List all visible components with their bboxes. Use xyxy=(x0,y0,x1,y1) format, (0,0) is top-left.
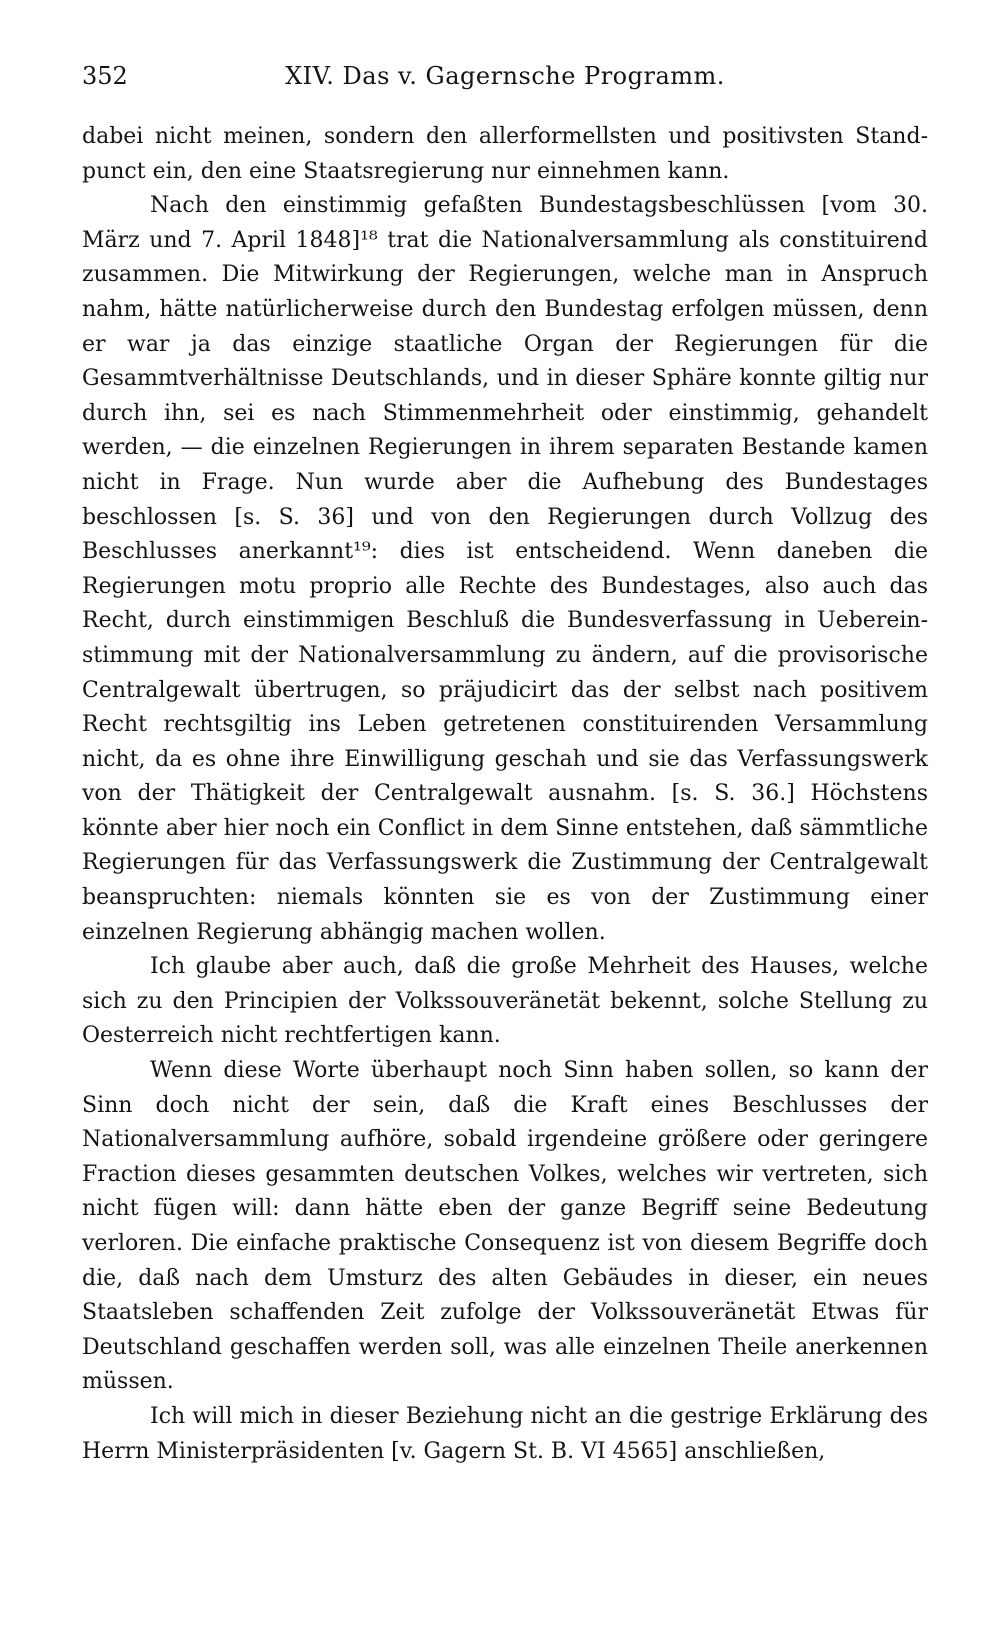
paragraph: dabei nicht meinen, sondern den allerformellsten und positivsten Standpunct ein, den eine Staatsregierung nur einnehmen kann. xyxy=(82,124,928,184)
paragraph: Wenn diese Worte überhaupt noch Sinn haben sollen, so kann der Sinn doch nicht der sein, daß die Kraft eines Beschlusses der Nationalversammlung aufhöre, sobald irgendeine größere oder geringere Fraction dieses gesammten deutschen Volkes, welches wir vertreten, sich nicht fügen will: dann hätte eben der ganze Begriff seine Bedeutung verloren. Die einfache praktische Consequenz ist von diesem Begriffe doch die, daß nach dem Umsturz des alten Gebäudes in dieser, ein neues Staatsleben schaffenden Zeit zufolge der Volkssouveränetät Etwas für Deutschland geschaffen werden soll, was alle einzelnen Theile anerkennen müssen. xyxy=(82,1058,928,1395)
paragraph: Ich glaube aber auch, daß die große Mehrheit des Hauses, welche sich zu den Principien der Volkssouveränetät bekennt, solche Stellung zu Oesterreich nicht rechtfertigen kann. xyxy=(82,954,928,1049)
running-title: XIV. Das v. Gagernsche Programm. xyxy=(285,62,725,90)
page-header xyxy=(82,56,928,96)
paragraph: Nach den einstimmig gefaßten Bundestagsbeschlüssen [vom 30. März und 7. April 1848]¹⁸ trat die Nationalversammlung als constituirend zusammen. Die Mitwirkung der Regierungen, welche man in Anspruch nahm, hätte natürlicherweise durch den Bundestag erfolgen müssen, denn er war ja das einzige staatliche Organ der Regierungen für die Gesammtverhältnisse Deutschlands, und in dieser Sphäre konnte giltig nur durch ihn, sei es nach Stimmenmehrheit oder einstimmig, gehandelt werden, — die einzelnen Regierungen in ihrem separaten Bestande kamen nicht in Frage. Nun wurde aber die Aufhebung des Bundestages beschlossen [s. S. 36] und von den Regierungen durch Vollzug des Beschlusses anerkannt¹⁹: dies ist entscheidend. Wenn daneben die Regierungen motu proprio alle Rechte des Bundestages, also auch das Recht, durch einstimmigen Beschluß die Bundesverfassung in Uebereinstimmung mit der Nationalversammlung zu ändern, auf die provisorische Centralgewalt übertrugen, so präjudicirt das der selbst nach positivem Recht rechtsgiltig ins Leben getretenen constituirenden Versammlung nicht, da es ohne ihre Einwilligung geschah und sie das Verfassungswerk von der Thätigkeit der Centralgewalt ausnahm. [s. S. 36.] Höchstens könnte aber hier noch ein Conflict in dem Sinne entstehen, daß sämmtliche Regierungen für das Verfassungswerk die Zustimmung der Centralgewalt beanspruchten: niemals könnten sie es von der Zustimmung einer einzelnen Regierung abhängig machen wollen. xyxy=(82,193,928,945)
body-text xyxy=(82,120,928,1469)
paragraph: Ich will mich in dieser Beziehung nicht an die gestrige Erklärung des Herrn Ministerpräsidenten [v. Gagern St. B. VI 4565] anschließen, xyxy=(82,1403,928,1464)
page-number: 352 xyxy=(82,62,128,90)
